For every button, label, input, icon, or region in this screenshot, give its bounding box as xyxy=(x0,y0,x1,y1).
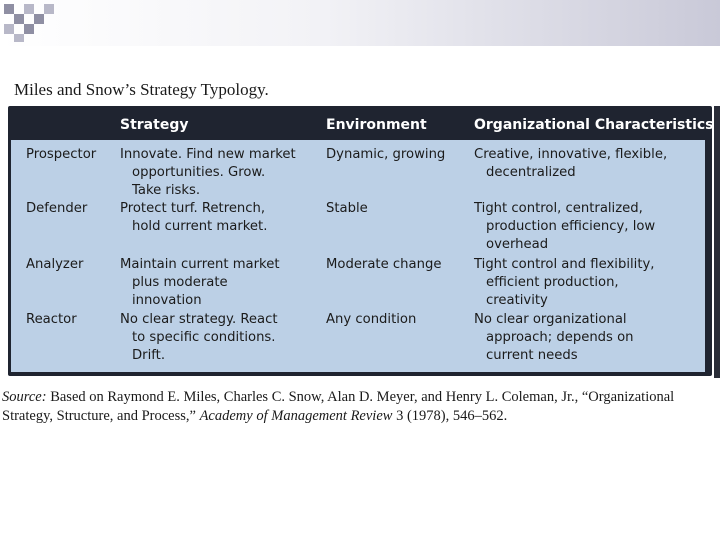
environment-cell: Dynamic, growing xyxy=(326,147,446,162)
strategy-cell: Protect turf. Retrench, hold current market. xyxy=(120,201,268,234)
table-edge-shadow xyxy=(714,106,720,378)
title-bar-decoration xyxy=(0,0,720,46)
header-organizational-characteristics: Organizational Characteristics xyxy=(474,117,714,133)
source-text-line1: Based on Raymond E. Miles, Charles C. Snow, Alan D. Meyer, and Henry L. Coleman, Jr., “Organizational xyxy=(50,389,675,405)
header-strategy: Strategy xyxy=(120,117,189,133)
row-label-reactor: Reactor xyxy=(26,312,77,327)
row-label-prospector: Prospector xyxy=(26,147,97,162)
source-citation xyxy=(2,388,718,426)
environment-cell: Stable xyxy=(326,201,368,216)
characteristics-cell: Tight control, centralized, production efficiency, low overhead xyxy=(474,201,656,252)
strategy-cell: Maintain current market plus moderate innovation xyxy=(120,257,280,308)
source-journal: Academy of Management Review xyxy=(199,408,393,424)
environment-cell: Any condition xyxy=(326,312,417,327)
figure-caption: Miles and Snow’s Strategy Typology. xyxy=(14,80,269,99)
characteristics-cell: Creative, innovative, flexible, decentralized xyxy=(474,147,668,180)
source-text-line2a: Strategy, Structure, and Process,” xyxy=(2,408,196,424)
row-label-analyzer: Analyzer xyxy=(26,257,84,272)
strategy-cell: No clear strategy. React to specific conditions. Drift. xyxy=(120,312,278,363)
header-environment: Environment xyxy=(326,117,427,133)
environment-cell: Moderate change xyxy=(326,257,442,272)
checker-pattern-icon xyxy=(0,0,64,46)
source-label: Source: xyxy=(2,389,47,405)
row-label-defender: Defender xyxy=(26,201,88,216)
characteristics-cell: No clear organizational approach; depends on current needs xyxy=(474,312,634,363)
strategy-cell: Innovate. Find new market opportunities. Grow. Take risks. xyxy=(120,147,296,198)
characteristics-cell: Tight control and flexibility, efficient production, creativity xyxy=(474,257,655,308)
source-text-line2b: 3 (1978), 546–562. xyxy=(396,408,508,424)
